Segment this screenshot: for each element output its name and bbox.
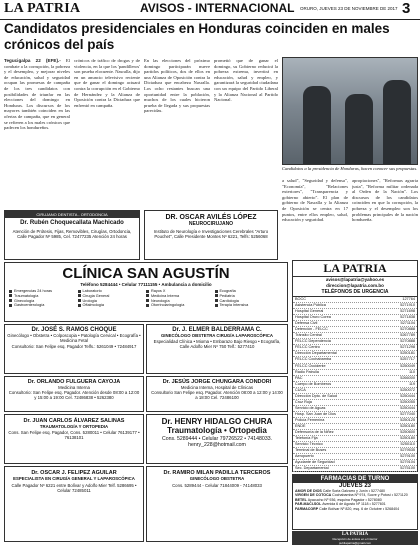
phone-number: 5250110 — [400, 442, 415, 447]
phone-number: 5250125 — [400, 417, 415, 422]
bullet-icon — [146, 294, 149, 297]
ad-dr-oscar — [144, 210, 278, 260]
clinic-service-label: Terapia Intensiva — [219, 303, 249, 308]
ad-spec: GINECÓLOGO OBSTETRA CIRUGÍA LAPAROSCÓPICA — [160, 333, 274, 338]
bullet-icon — [215, 304, 218, 307]
phone-number: 5271838 — [400, 315, 415, 320]
photo-caption: Candidatos a la presidencia de Honduras, hacen conocer sus propuestas. — [282, 166, 418, 171]
pharmacy-info: Calle Bolívar Nº 820, esq. 6 de Octubre • 5268404 — [319, 506, 400, 511]
phone-number: 5279104 — [400, 460, 415, 465]
phone-name: Sec. Departamental — [295, 466, 329, 471]
phone-name: Servicio de Aguas — [295, 405, 326, 410]
article-headline: Candidatos presidenciales en Honduras coinciden en males crónicos del país — [4, 21, 390, 52]
phone-name: Defensoría de la Niñez — [295, 430, 334, 435]
clinic-service-label: Emergencias 24 horas — [14, 289, 52, 293]
phone-name: Cruz Roja — [295, 399, 312, 404]
bullet-icon — [215, 294, 218, 297]
pharmacies-date: JUEVES 23 — [338, 483, 372, 489]
phone-number: 5270888 — [400, 327, 415, 332]
phone-number: 5275100 — [400, 466, 415, 471]
ad-info: Atención de Prótesis, Fijas, Removibles, Cirugías, Ortodoncia, Calle Pagador Nº 5985, Cel. 72477235 Atención 24 horas — [12, 229, 132, 239]
email-avisos: avisos@lapatria@yahoo.es — [325, 277, 385, 282]
candidates-photo — [282, 57, 418, 165]
pharmacy-name: PAR-MACI-SOL — [295, 502, 323, 507]
ad-name: Dr. Rubén Choquecallata Machicado — [20, 220, 124, 226]
phone-number: 5271298 — [400, 345, 415, 350]
phone-number: 5257717 — [400, 357, 415, 362]
clinic-service-item — [9, 303, 78, 308]
phone-number: 5250072 — [400, 387, 415, 392]
phone-number: 119 — [408, 381, 415, 386]
phone-number: 110 — [408, 369, 415, 374]
phone-number: 5250180 — [400, 423, 415, 428]
ad-info: Consultorio San Felipe esq. Pagador. Atención 08:00 a 12:00 y 14:00 a 18:00 Cel. 72486100 — [151, 390, 283, 400]
footer-email: publiapatria@gmail.com — [338, 541, 372, 545]
clinic-service-label: Pediatría — [219, 293, 235, 298]
sidebar-logo: LA PATRIA — [293, 261, 417, 277]
ad-spec: Medicina Interna — [58, 385, 90, 390]
ad-name: Dr. OSCAR J. FELIPEZ AGUILAR — [31, 470, 117, 476]
ad-dr-henry — [146, 414, 288, 464]
clinic-service-label: Medicina Interna — [151, 293, 180, 298]
phone-name: Dirección Dpto. de Salud — [295, 393, 337, 398]
phone-number: 5250181 — [400, 351, 415, 356]
clinic-service-label: Traumatología — [14, 293, 39, 298]
clinic-service-label: Laboratorio — [82, 289, 102, 293]
clinic-service-label: Otorrinolaringología — [151, 303, 185, 308]
ad-name: Dr. JOSÉ S. RAMOS CHOQUE — [31, 327, 117, 333]
right-text-2: apropiaciones", "Reformas agraria justa", "Reforma militar ordenada al Orden de la Nación". Los discursos de los candidatos coinciden en que la corrupción, la pobreza y el desempleo son los problemas principales de la nación hondureña. — [352, 178, 418, 223]
ad-dr-orlando — [4, 376, 144, 412]
ad-dr-elmer — [146, 324, 288, 374]
ad-spec: Traumatología • Ortopedia — [167, 426, 267, 435]
article-text-2: crónicos de tráfico de drogas y de violencia, en la que los 'pandilleros' son prueba elocuente. Nasralla, dijo en un anuncio televisivo reciente que de ganar el domingo actuará contra la corrupción en el Gobierno de Hernández y la Alianza de Oposición contra la Dictadura que enfrentó en campaña. — [74, 58, 140, 108]
phone-name: Tránsito Central — [295, 333, 322, 338]
ad-name: DR. OSCAR AVILÉS LÓPEZ — [165, 214, 257, 221]
right-column-1 — [282, 178, 348, 256]
ad-spec: Ginecólogo • Obstetra • Colposcopia • Patología Cervical • Ecografía • Medicina Fetal — [7, 333, 141, 343]
pharmacy-row — [295, 507, 415, 511]
phone-name: PAC — [295, 375, 303, 380]
phone-number: 5270888 — [400, 339, 415, 344]
ad-dr-chuquecallata — [4, 210, 140, 260]
phone-number: 5250180 — [400, 436, 415, 441]
bullet-icon — [146, 304, 149, 307]
clinic-service-item — [215, 303, 284, 308]
article-text-3: En las elecciones del próximo domingo participarán nueve partidos políticos, dos de ellos en una Alianza de Oposición contra la Dictadura que encabeza Nasralla. Los ocho restantes buscan una oportunidad entre la población, muchos de los cuales hicieron prueba de llegada y sus propuestas parecidas. — [144, 58, 210, 114]
phone-name: Policía Femenina — [295, 417, 325, 422]
phones-title: TELÉFONOS DE URGENCIA — [293, 288, 417, 297]
ad-spec: ESPECIALISTA EN CIRUGÍA GENERAL Y LAPAROSCÓPICA — [13, 476, 135, 481]
pharmacy-info: Cochabamba Nº 974, Sucre y Potosí • 5271120 — [332, 493, 408, 498]
newspaper-logo: LA PATRIA — [4, 1, 81, 16]
ad-name: Dr. JUAN CARLOS ÁLVAREZ SALINAS — [23, 418, 125, 424]
section-title: AVISOS - INTERNACIONAL — [140, 1, 295, 15]
bullet-icon — [9, 294, 12, 297]
phone-name: Detención - FELCC — [295, 327, 328, 332]
ad-name: Dr. HENRY HIDALGO CHURA — [161, 417, 273, 426]
ad-spec: TRAUMATOLOGÍA Y ORTOPEDIA — [39, 424, 109, 429]
article-text-4: prometió que de ganar el domingo, su Gobierno reducirá la pobreza extrema, invertirá en educación, salud y empleo, y garantizará la seguridad ciudadana con un equipo del Partido Liberal y la Alianza Nacional al Partido Nacional. — [214, 58, 278, 103]
bullet-icon — [78, 299, 81, 302]
article-byline: Tegucigalpa 22 (EFE).- — [4, 58, 61, 63]
pharmacies-block — [292, 474, 418, 530]
clinic-service-label: Ecografía — [219, 289, 236, 293]
pharmacy-name: AMOR DE DIOS — [295, 489, 323, 493]
phone-number: 5279535 — [400, 448, 415, 453]
page-number: 3 — [402, 0, 411, 17]
clinic-service-item — [78, 303, 147, 308]
clinic-service-label: Cirugía General — [82, 293, 110, 298]
clinic-phone: Teléfono 5284444 • Celular 77111155 • Ambulancia a domicilio — [80, 282, 212, 287]
bullet-icon — [146, 299, 149, 302]
ad-sub: NEUROCIRUJANO — [188, 221, 234, 227]
clinic-service-label: Urología — [82, 298, 97, 303]
phone-name: BOCC — [295, 297, 306, 301]
phone-number: 5250444 — [400, 405, 415, 410]
phone-number: 5250600 — [400, 430, 415, 435]
ad-info: Especialidad Clínica • Mioma • Embarazo Bajo Riesgo • Ecografía, Calle Adolfo Mier Nº 750 Telf.: 5277410 — [153, 339, 281, 349]
phone-number: 5267789 — [400, 333, 415, 338]
phone-name: Aeropuerto — [295, 454, 314, 459]
phone-number: 5250049 — [400, 363, 415, 368]
ad-dr-juan — [4, 414, 144, 464]
sidebar-emails — [293, 277, 417, 288]
phone-name: Telefonía Fija — [295, 436, 318, 441]
phone-number: 5266000 — [400, 375, 415, 380]
ad-info: Consultorio: San Felipe esq. Pagador. Atención desde 08:00 a 12:00 y 15:00 a 19:00 Cel. 72486838 • 5262380 — [8, 390, 140, 400]
ad-name: Dr. RAMIRO MILAN PADILLA TERCEROS — [163, 470, 271, 476]
article-column-2 — [74, 58, 140, 208]
bullet-icon — [78, 294, 81, 297]
phone-name: Asistencia Pública — [295, 303, 326, 308]
ad-info: Cons. 5289444 • Celular 79726522 • 74148033. henry_228@hotmail.com — [161, 436, 273, 448]
phone-name: Dirección Departamental — [295, 351, 337, 356]
bullet-icon — [78, 304, 81, 307]
right-column-2 — [352, 178, 418, 256]
clinic-service-label: Rayos X — [151, 289, 166, 293]
pharmacy-info: Ayacucho Nº 936, esquina Pagador • 5278080 — [307, 497, 382, 502]
ad-clinica-san-agustin — [4, 262, 288, 322]
email-direccion: direccion@lapatria.com.bo — [326, 282, 384, 288]
ad-dr-jose — [4, 324, 144, 374]
clinic-service-label: Oftalmología — [82, 303, 105, 308]
pharmacy-name: BETEL — [295, 497, 308, 502]
phone-row — [293, 466, 417, 472]
sidebar-footer — [292, 531, 418, 545]
ad-name: Dr. J. ELMER BALDERRAMA C. — [172, 327, 262, 333]
phone-name: CUCA — [295, 387, 306, 392]
clinic-service-label: Ginecología — [14, 298, 35, 303]
pharmacy-name: FARMACORP — [295, 506, 320, 511]
bullet-icon — [215, 299, 218, 302]
right-text-1: a salud", "Seguridad y defensa", "Economía", "Relaciones exteriores", "Transparencia y gobierno abierto". El plan de gobierno de Nasralla y la Alianza de Oposición se centra en 17 puntos, entre ellos empleo, salud, educación y seguridad. — [282, 178, 348, 223]
phone-name: Cuerpo de Bomberos — [295, 381, 332, 386]
article-text-1: El combate a la corrupción, la pobreza y el desempleo, y mejorar niveles de educación, salud y seguridad ocupan las promesas de campaña de los tres candidatos con posibilidades de triunfar en las elecciones del domingo en Honduras. Los discursos de los mayores también coinciden en las ofertas de campaña, que en general se refieren a los males crónicos que padecen los hondureños. — [4, 58, 70, 131]
clinic-service-label: Gastroenterología — [14, 303, 45, 308]
page-header — [0, 0, 420, 20]
phone-number: 5250055 — [400, 399, 415, 404]
clinic-service-label: Neurología — [151, 298, 170, 303]
ad-dr-jesus — [146, 376, 288, 412]
ad-info: Cons. San Felipe esq. Pagador, Cons. 5280011 • Celular 76139177 • 76138101 — [8, 430, 140, 440]
photo-figure — [383, 80, 411, 164]
ad-info: Consultorio: San Felipe esq. Pagador Telfs.: 5261049 • 72484917 — [11, 344, 137, 349]
phone-name: ENDE — [295, 423, 306, 428]
ad-spec: Medicina Interna, Hospital de Clínicas — [180, 385, 254, 390]
pharmacy-info: Avenida 6 de Agosto Nº 1118 • 5277601 — [322, 502, 386, 507]
pharmacy-list — [293, 489, 417, 511]
article-column-1 — [4, 58, 70, 208]
phone-name: Terminal de Buses — [295, 448, 327, 453]
ad-name: Dr. JESÚS JORGE CHUNGARA CONDORI — [162, 379, 272, 385]
phone-name: FELCC Occidente — [295, 363, 326, 368]
phone-name: Hosp. San Juan de Dios — [295, 411, 336, 416]
ad-dr-oscar-j — [4, 466, 144, 542]
phone-name: Defensa Civil — [295, 321, 318, 326]
issue-date: ORURO, JUEVES 23 DE NOVIEMBRE DE 2017 — [300, 6, 398, 11]
phone-name: FELCC Cochabamba — [295, 357, 332, 362]
phone-number: 5271910 — [400, 303, 415, 308]
phone-name: Ayudante de Seguridad — [295, 460, 335, 465]
ad-name: Dr. ORLANDO FULGUERA CAYOJA — [27, 379, 121, 385]
phone-number: 5250444 — [400, 393, 415, 398]
phone-number: 5277040 — [400, 411, 415, 416]
ad-dr-ramiro — [146, 466, 288, 542]
article-column-3 — [144, 58, 210, 208]
phone-name: Hospital Oruro Corea — [295, 315, 331, 320]
bullet-icon — [78, 290, 81, 293]
pharmacies-title: FARMACIAS DE TURNO — [293, 475, 417, 483]
article-column-4 — [214, 58, 278, 208]
ad-info: Cons. 5289444 - Celular 71844009 - 74148033 — [172, 483, 262, 488]
photo-figure — [303, 86, 331, 164]
ad-sub: CIRUJANO DENTISTA - ORTODONCIA — [5, 211, 139, 218]
footer-info: Recepción de avisos en el interior — [332, 537, 378, 541]
clinic-service-item — [146, 303, 215, 308]
bullet-icon — [9, 299, 12, 302]
clinic-services — [5, 287, 287, 310]
bullet-icon — [9, 304, 12, 307]
footer-logo: LA PATRIA — [341, 532, 369, 537]
phone-list — [293, 297, 417, 472]
phone-name: FELCC Centro — [295, 345, 320, 350]
bullet-icon — [146, 290, 149, 293]
phone-number: 5271104 — [400, 321, 415, 326]
clinic-service-label: Cardiología — [219, 298, 239, 303]
phone-name: Hospital General — [295, 309, 324, 314]
phone-number: 127764 — [402, 297, 415, 301]
photo-figure — [345, 94, 373, 164]
bullet-icon — [9, 290, 12, 293]
ad-spec: GINECÓLOGO OBSTETRA — [189, 476, 245, 481]
clinic-name: CLÍNICA SAN AGUSTÍN — [62, 265, 230, 282]
bullet-icon — [215, 290, 218, 293]
phone-number: 5271698 — [400, 309, 415, 314]
pharmacy-name: VIRGEN DE COTOCA — [295, 493, 333, 498]
phone-name: FELCC Dependencia — [295, 339, 331, 344]
phone-name: Radio Patrulla — [295, 369, 319, 374]
pharmacy-info: Calle Soria Galvarro y Junín • 5277480 — [322, 489, 385, 493]
phone-number: 5279100 — [400, 454, 415, 459]
ad-info: Instituto de Neurología e Investigaciones Cerebrales "Arturo Pouchet", Calle Presidente Montes Nº 6221, Telfs: 5256068 — [153, 229, 269, 239]
ad-info: Calle Pagador Nº 6221 entre Bolívar y Adolfo Mier Telf. 5286695 • Celular 72485011 — [11, 483, 137, 493]
emergency-phones-block — [292, 260, 418, 472]
phone-name: Servicio Técnico — [295, 442, 323, 447]
